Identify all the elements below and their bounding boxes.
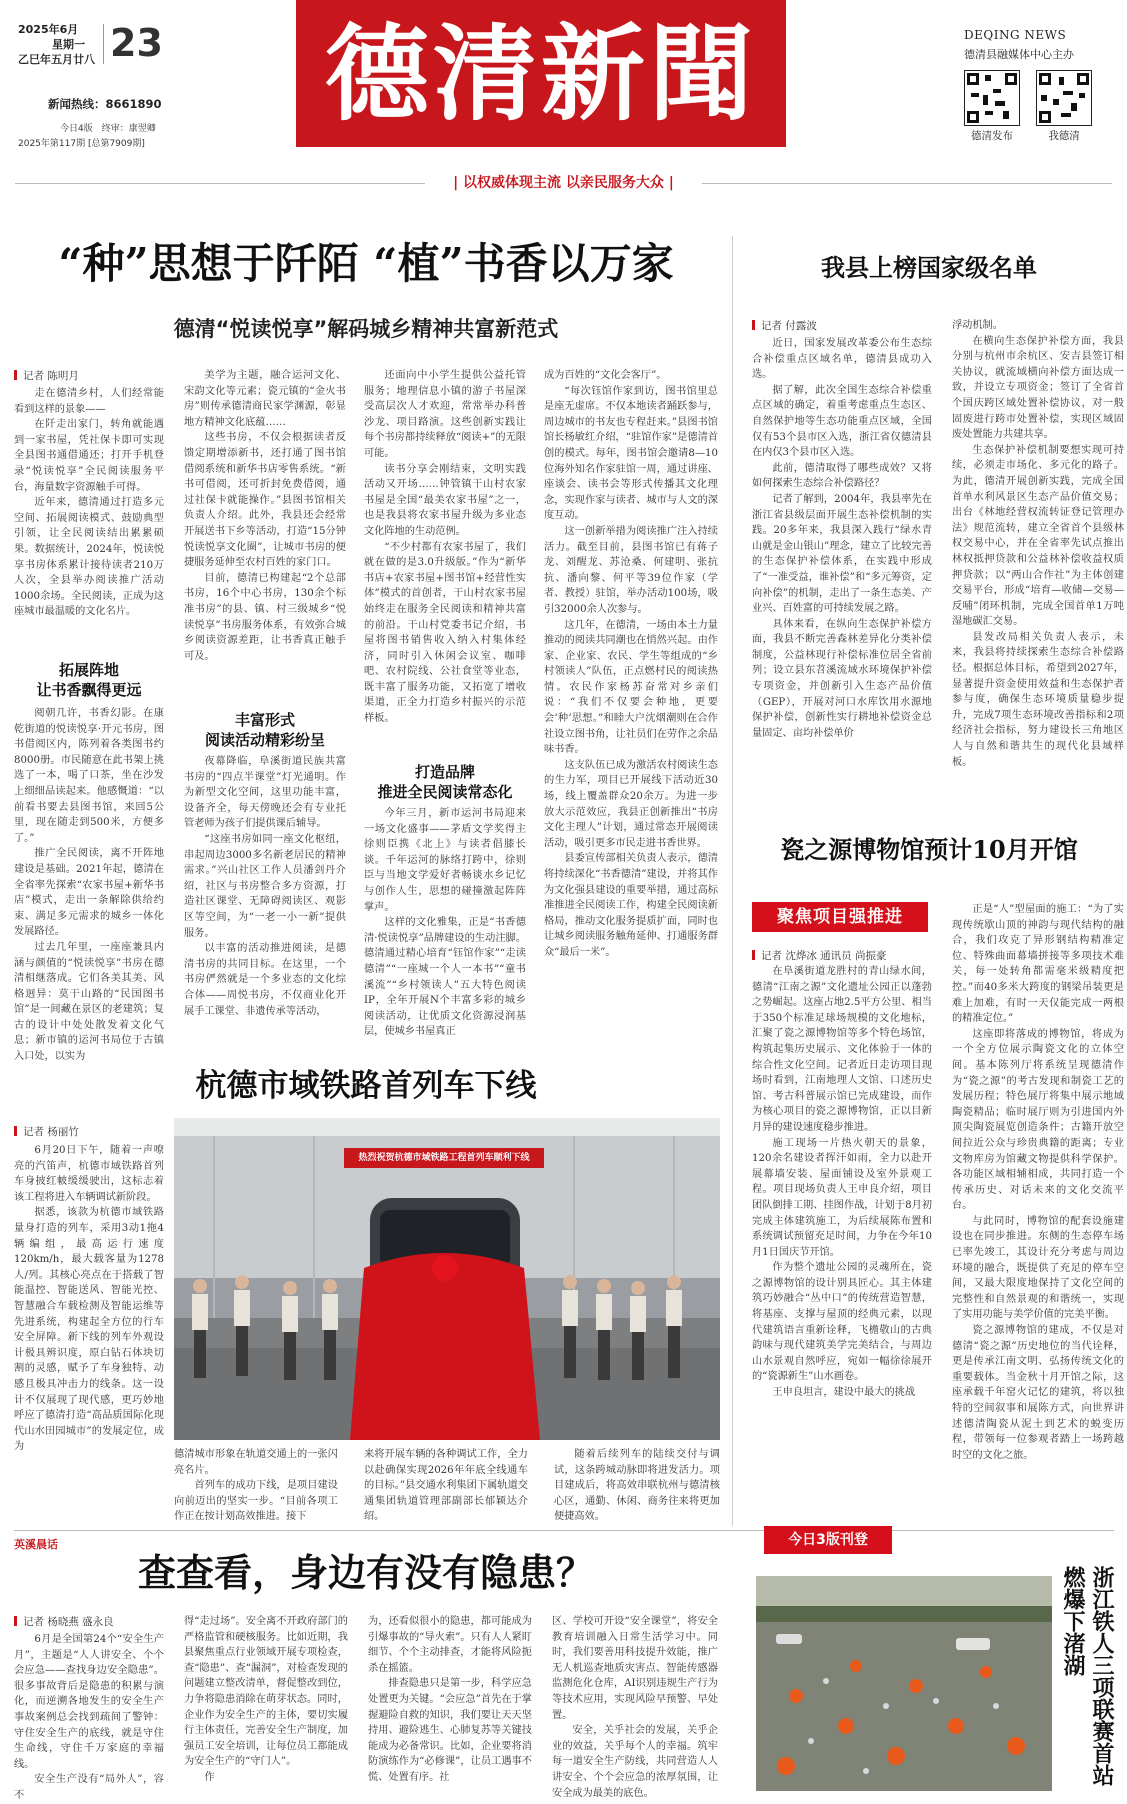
article1-subhead-3: [364, 762, 526, 802]
article4-headline: 瓷之源博物馆预计10月开馆: [780, 835, 1078, 864]
masthead-host: 德清县融媒体中心主办: [964, 48, 1074, 61]
paragraph: 走在德清乡村，人们经常能看到这样的景象——: [14, 388, 164, 415]
paragraph: “不少村都有农家书屋了，我们就在做的是3.0升级版。”作为“新华书店+农家书屋+图书馆+经营性实体”模式的首创者，干山村农家书屋始终走在服务全民阅读和精神共富的前沿。干山村党委书记介绍，书屋将图书销售收入纳入村集体经济，同时引入休闲会议室、咖啡吧、农村院线、公社食堂等业态，既丰富了服务功能，又拓宽了增收渠道，正全力打造乡村振兴的示范样板。: [364, 541, 526, 725]
paragraph: 得“走过场”。安全离不开政府部门的严格监管和硬核服务。比如近期，我县聚焦重点行业领域开展专项检查，查“隐患”、查“漏洞”，对检查发现的问题建立整改清单，督促整改到位，力争将隐患消除在萌芽状态。同时，企业作为安全生产的主体，要切实履行主体责任，完善安全生产制度，加强员工安全培训，让每位员工都能成为安全生产的“守门人”。: [184, 1616, 348, 1768]
article1-col4: [544, 368, 718, 1046]
paragraph: 区、学校可开设“安全课堂”，将安全教育培训融入日常生活学习中。同时，我们要善用科技提升效能，推广无人机巡查地质灾害点、智能传感器监测危化仓库，AI识别违规生产行为等技术应用，实现风险早预警、早处置。: [552, 1616, 718, 1721]
article1-col1-top: [14, 386, 164, 648]
article1-col1-bottom: [14, 706, 164, 1063]
article4-kicker: 聚焦项目强推进: [752, 902, 928, 932]
paragraph: 以丰富的活动推进阅读，是德清书房的共同目标。在这里，一个书房俨然就是一个多业态的文化综合体——周悦书房，不仅商业化开展手工课堂、非遗传承等活动，: [184, 943, 346, 1017]
paragraph: 在阜溪街道龙胜村的青山绿水间，德清“江南之源”文化遗址公园正以蓬勃之势崛起。这座占地2.5平方公里、相当于350个标准足球场规模的文化地标，汇聚了瓷之源博物馆等多个特色场馆，构筑起集历史展示、文化体验于一体的综合性文化空间。记者近日走访项目现场时看到，江南地理人文馆、口述历史馆、考古科普展示馆已完成建设，而作为核心项目的瓷之源博物馆，正以目新月异的建设速度稳步推进。: [752, 966, 932, 1133]
paragraph: 6月是全国第24个“安全生产月”，主题是“人人讲安全、个个会应急——查找身边安全隐患”。很多事故背后是隐患的积累与演化，而逆溯各地发生的安全生产事故案例总会找到疏间了警钟：守住安全生产的底线，就是守住生命线，守住千万家庭的幸福线。: [14, 1634, 164, 1770]
article1-subheadline: 德清“悦读悦享”解码城乡精神共富新范式: [173, 317, 559, 341]
paragraph: 德清城市形象在轨道交通上的一张闪亮名片。: [174, 1449, 338, 1476]
article3-col1: [14, 1143, 164, 1523]
article1-subhead-1: [14, 660, 164, 700]
article3-col3: [364, 1447, 528, 1527]
article5-col1: [14, 1632, 164, 1801]
qr2-label: 我德清: [1048, 130, 1080, 142]
paragraph: 这支队伍已成为激活农村阅读生态的生力军，项目已开展线下活动近30场，线上覆盖群众20余万。为进一步放大示范效应，我县正创新推出“书房文化主理人”计划，通过常态开展阅读活动，吸引更多市民走进书香世界。: [544, 759, 718, 849]
article5-kicker: 英溪晨话: [14, 1538, 58, 1551]
masthead-en-name: DEQING NEWS: [964, 28, 1067, 42]
paragraph: 美学为主题，融合运河文化、宋韵文化等元素；瓷元镇的“金火书房”则传承德清商民家学渊源，彰显地方精神文化底蕴……: [184, 370, 346, 428]
article3-headline: 杭德市域铁路首列车下线: [195, 1068, 537, 1104]
article1-headline: “种”思想于阡陌 “植”书香以万家: [58, 239, 674, 288]
paragraph: 据悉，该款为杭德市域铁路量身打造的列车，采用3动1拖4辆编组，最高运行速度120km/h，最大载客量为1278人/列。其核心亮点在于搭载了智能温控、智能送风、智能光控、智慧融合车载检测及智能运维等先进系统，构建起全方位的行车安全屏障。新下线的列车外观设计极具辨识度，原白钻石体块切割的灵感，赋予了车身独特、动感且极具冲击力的线条。这一设计不仅展现了现代感，更巧妙地呼应了德清打造“高品质国际化现代山水田园城市”的发展定位，成为: [14, 1207, 164, 1453]
paragraph: 还面向中小学生提供公益托管服务；地理信息小镇的游子书屋深受高层次人才欢迎，常常举办科普沙龙、项目路演。这些创新实践让每个书房都持续释放“阅读+”的无限可能。: [364, 370, 526, 459]
paragraph: 随着后续列车的陆续交付与调试，这条跨城动脉即将进发活力。项目建成后，将高效串联杭州与德清核心区，通勤、休闲、商务往来将更加便捷高效。: [554, 1449, 720, 1523]
article2-col1: [752, 336, 932, 790]
vertical-divider: [732, 236, 733, 1526]
paragraph: 首列车的成功下线，是项目建设向前迈出的坚实一步。“目前各项工作正在按计划高效推进。接下: [174, 1480, 338, 1523]
paragraph: 这几年，在德清，一场由本土力量推动的阅读共同潮也在悄然兴起。由作家、企业家、农民、学生等组成的“乡村领读人”队伍，正点燃村民的阅读热情。农民作家杨苏奋常对乡亲们说：“我们不仅要会种地，更要会‘种’思想。”和睦大户沈烟潮则在合作社设立图书角，让社员们在劳作之余品味书香。: [544, 619, 718, 756]
paragraph: 王申良坦言，建设中最大的挑战: [772, 1387, 916, 1399]
article4-col1: [752, 964, 932, 1526]
article1-col2-top: [184, 368, 346, 696]
paragraph: 县委宣传部相关负责人表示，德清将持续深化“书香德清”建设，并将其作为文化强县建设的重要举措，通过高标准推进全民阅读工作，构建全民阅读新格局，推动文化服务提质扩面，同时也让城乡阅读服务触角延伸、打通服务群众“最后一米”。: [544, 853, 718, 958]
paragraph: 在阡走出家门，转角就能遇到一家书屋，凭社保卡即可实现全县图书通借通还；打开手机登录“悦读悦享”全民阅读服务平台，海量数字资源触手可得。: [14, 419, 164, 493]
paragraph: 今年三月，新市运河书局迎来一场文化盛事——茅盾文学奖得主徐则臣携《北上》与读者倡膝长谈。千年运河的脉络打跨中，徐则臣与当地文学爱好者畅谈水乡记忆与创作人生，思想的碰撞激起阵阵掌声。: [364, 808, 526, 913]
paragraph: 安全生产没有“局外人”，容不: [14, 1774, 164, 1801]
paragraph: 夜幕降临，阜溪街道民族共富书房的“四点半课堂”灯光通明。作为新型文化空间，这里功能丰富，设备齐全，每天傍晚还会有专业托管老师为孩子们提供课后辅导。: [184, 756, 346, 830]
paragraph: 生态保护补偿机制要想实现可持续，必须走市场化、多元化的路子。为此，德清开展创新实践，完成全国首单水利风景区生态产品价值交易；出台《林地经营权流转证登记管理办法》规范流转，建立全省首个县级林权交易中心，并在全省率先试点推出林权抵押贷款和公益林补偿收益权质押贷款；以“两山合作社”为主体创建交易平台，形成“培育—收储—交易—反哺”闭环机制，完成全国首单1万吨湿地碳汇交易。: [952, 444, 1124, 628]
paragraph: 排查隐患只是第一步，科学应急处置更为关键。“会应急”首先在于掌握避险自救的知识，我们要让天天坚持用、避险逃生、心肺复苏等关键技能成为必备常识。比如，企业要将消防演练作为“必修课”，让员工遇事不慌、处置有序。社: [368, 1678, 532, 1783]
paragraph: 成为百姓的“文化会客厅”。: [544, 370, 667, 381]
masthead-title: 德清新聞: [324, 11, 757, 135]
preview-photo: [756, 1576, 1052, 1791]
article1-col2-bottom: [184, 754, 346, 1046]
masthead-issue: 2025年第117期 [总第7909期]: [18, 139, 145, 149]
masthead-date-block: [18, 22, 104, 67]
paragraph: 正是“人”型屋面的施工：“为了实现传统歇山顶的神韵与现代结构的融合，我们攻克了异形钢结构精准定位、特殊曲面幕墙拼接等多项技术难关，每一处转角都需毫米级精度把控。”而40多米大跨度的钢梁吊装更是难上加难，有时一天仅能完成一两根的精准定位。”: [952, 904, 1124, 1025]
subhead-line: 让书香飘得更远: [36, 681, 142, 699]
article5-col2: [184, 1614, 348, 1788]
subhead-line: 丰富形式: [234, 711, 295, 729]
article1-col3-bottom: [364, 806, 526, 1046]
article3-col4: [554, 1447, 720, 1527]
paragraph: 近日，国家发展改革委公布生态综合补偿重点区域名单，德清县成功入选。: [752, 338, 932, 381]
paragraph: 施工现场一片热火朝天的景象，120余名建设者挥汗如雨，全力以赴开展幕墙安装、屋面铺设及室外景观工程。项目现场负责人王申良介绍，项目团队倒排工期、挂图作战，计划于8月初完成主体建筑施工，为后续展陈布置和系统调试预留充足时间，力争在今年10月1日国庆节开馆。: [752, 1137, 932, 1258]
paragraph: 瓷之源博物馆的建成，不仅是对德清“瓷之源”历史地位的当代诠释，更是传承江南文明、弘扬传统文化的重要载体。当金秋十月开馆之际，这座承载千年窑火记忆的建筑，将以独特的空间叙事和展陈方式，向世界讲述德清陶瓷从泥土到艺术的蜕变历程，带领每一位参观者踏上一场跨越时空的文化之旅。: [952, 1325, 1124, 1461]
paragraph: 近年来，德清通过打造多元空间、拓展阅读模式、鼓励典型引领，让全民阅读结出累累硕果。数据统计，2024年，悦读悦享书房体系累计接待读者210万人次，全县举办阅读推广活动1000余场。全民阅读，正成为这座城市最温暖的文化名片。: [14, 497, 164, 618]
subhead-line: 拓展阵地: [58, 661, 119, 679]
subhead-line: 阅读活动精彩纷呈: [204, 731, 325, 749]
article3-col2: [174, 1447, 338, 1527]
train-rolloff-photo: [174, 1118, 720, 1440]
photo-banner-text: 热烈祝贺杭德市域铁路工程首列车顺利下线: [358, 1153, 530, 1163]
article2-headline: 我县上榜国家级名单: [821, 253, 1037, 282]
paragraph: “每次钰馆作家到访，图书馆里总是座无虚席。不仅本地读者踊跃参与，周边城市的书友也专程赶来。”县图书馆馆长杨敏红介绍，“驻馆作家”是德清首创的模式。每年，图书馆会邀请8—10位海外知名作家驻馆一周，通过讲座、座谈会、读书会等形式传播其文化理念，实现作家与读者、城市与人文的深度互动。: [544, 385, 718, 522]
article5-col4: [552, 1614, 718, 1799]
paragraph: 推广全民阅读，离不开阵地建设是基础。2021年起，德清在全省率先探索“农家书屋+新华书店”模式，走出一条解除供给约束、满足多元需求的城乡一体化发展路径。: [14, 848, 164, 938]
paragraph: 此前，德清取得了哪些成效？又将如何探索生态综合补偿路径？: [752, 462, 932, 490]
paragraph: 据了解，此次全国生态综合补偿重点区域的确定，着重考虑重点生态区、自然保护地等生态功能重点区域，全国仅有53个县市区入选，浙江省仅德清县在内仅3个县市区入选。: [752, 384, 932, 459]
masthead-slogan: | 以权威体现主流 以亲民服务大众 |: [453, 175, 674, 191]
paragraph: “这座书房如同一座文化枢纽，串起周边3000多名新老居民的精神需求。”兴山社区工作人员潘剑丹介绍，社区与书房整合多方资源，打造社区课堂、无障碍阅读区、观影区等空间，为“一老一小一新”提供服务。: [184, 833, 346, 939]
article5-headline: 查查看，身边有没有隐患？: [137, 1550, 594, 1595]
article5-byline: 记者 杨晓燕 盛永良: [14, 1614, 114, 1629]
article1-subhead-2: [184, 710, 346, 750]
slogan-rule-left: [15, 183, 425, 184]
triathlon-photo-illustration: [756, 1576, 1052, 1791]
article3-byline: 记者 杨丽竹: [14, 1124, 79, 1139]
article2-col2: [952, 318, 1124, 790]
paragraph: 这些书房，不仅会根据读者反馈定期增添新书，还打通了图书馆借阅系统和新华书店零售系统。“新书可借阅，还可折封免费借阅，通过社保卡就能操作。”县图书馆相关负责人介绍。此外，我县还会经常开展送书下乡等活动，打造“15分钟悦读悦享文化圈”，让城市书房的便捷服务延伸至农村百姓的家门口。: [184, 432, 346, 569]
masthead-title-box: [296, 0, 786, 147]
paragraph: 在横向生态保护补偿方面，我县分别与杭州市余杭区、安吉县签订相关协议，就流域横向补偿方面达成一致，并设立专项资金；签订了全省首个国庆跨区域处置补偿协议，对一般固废进行跨市处置补偿，实现区域固废处置能力共建共享。: [952, 335, 1124, 441]
article5-col3: [368, 1614, 532, 1788]
paragraph: 读书分享会刚结束，文明实践活动又开场……钟管镇干山村农家书屋是全国“最美农家书屋”之一，也是我县将农家书屋升级为多业态文化阵地的生动范例。: [364, 463, 526, 537]
paragraph: 浮动机制。: [952, 320, 1003, 331]
paragraph: 县发改局相关负责人表示，未来，我县将持续探索生态综合补偿路径。根据总体目标，希望到2027年，显著提升资金使用效益和生态保护者参与度，确保生态环境质量稳步提升，完成7项生态环境改善指标和2项经济社会指标，努力建设长三角地区人与自然和谐共生的现代化县域样板。: [952, 631, 1124, 768]
qr1-label: 德清发布: [971, 130, 1013, 142]
article2-byline: 记者 付露波: [752, 318, 817, 333]
masthead-hotline: 新闻热线：8661890: [48, 97, 162, 111]
paragraph: 这样的文化雅集，正是“书香德清·悦读悦享”品牌建设的生动注脚。德清通过精心培育“钰馆作家”“走读德清”“一座城一个人一本书”“童书溪流”“乡村领读人”五大特色阅读IP，全年开展N个丰富多彩的城乡阅读活动，让优质文化资源浸润基层，使城乡书屋真正: [364, 917, 526, 1038]
paragraph: 为，还看似很小的隐患，都可能成为引爆事故的“导火索”。只有人人紧盯细节、个个主动排查，才能将风险扼杀在摇篮。: [368, 1616, 532, 1674]
date-divider: [103, 24, 104, 64]
preview-teaser[interactable]: [752, 1526, 1126, 1791]
preview-headline: 浙江铁人三项联赛首站燃爆下渚湖: [1060, 1566, 1115, 1786]
qr-code-wo-deqing: [1036, 70, 1092, 126]
masthead-lunar: 乙巳年五月廿八: [18, 53, 95, 66]
paragraph: 这座即将落成的博物馆，将成为一个全方位展示陶瓷文化的立体空间。基本陈列厅将系统呈现德清作为“瓷之源”的考古发现和制瓷工艺的发展历程；特色展厅将集中展示地域陶瓷精品；临时展厅则为引进国内外顶尖陶瓷展览创造条件；古籍开放空间拉近公众与珍贵典籍的距离；专业文物库房为馆藏文物提供科学保护。各功能区域相辅相成，共同打造一个传承历史、对话未来的文化交流平台。: [952, 1028, 1124, 1212]
paragraph: 目前，德清已构建起“2个总部书房，16个中心书房，130余个标准书房”的县、镇、村三级城乡“悦读悦享”书房服务体系，有效弥合城乡阅读资源差距，让书香真正触手可及。: [184, 572, 346, 662]
preview-kicker: 今日3版刊登: [764, 1526, 892, 1554]
paragraph: 这一创新举措为阅读推广注入持续活力。截至目前，县图书馆已有蒋子龙、刘醒龙、苏沧桑、何建明、张抗抗、潘向黎、何平等39位作家（学者、教授）驻馆，举办活动100场，吸引32000余人次参与。: [544, 525, 718, 615]
paragraph: 过去几年里，一座座兼具内涵与颜值的“悦读悦享”书房在德清相继落成。它们各美其美、风格迥异：莫干山路的“民国图书馆”是一间藏在景区的老建筑；复古的设计中处处散发着文化气息；新市镇的运河书局位于古镇入口处，以实为: [14, 941, 164, 1063]
paragraph: 阅朝几许，书香幻影。在康乾街道的悦读悦享·开元书房，图书借阅区内，陈列着各类图书约8000册。市民随意在此书架上挑选了一本，喝了口茶，坐在沙发上细细品读起来。他感慨道：“以前看书要去县图书馆，来回5公里，现在随走到500米，方便多了。”: [14, 708, 164, 844]
subhead-line: 打造品牌: [414, 763, 475, 781]
masthead-weekday: 星期一: [52, 38, 85, 51]
article1-byline: 记者 陈明月: [14, 368, 79, 383]
masthead-edition: 今日4版 终审：康翌卿: [60, 124, 156, 134]
qr-code-deqing-release: [964, 70, 1020, 126]
article4-col2: [952, 902, 1124, 1526]
masthead-day: 23: [110, 21, 163, 65]
subhead-line: 推进全民阅读常态化: [377, 783, 513, 801]
paragraph: 6月20日下午，随着一声嘹亮的汽笛声，杭德市域铁路首列车身披红帔缓缓驶出，这标志着该工程将进入车辆调试新阶段。: [14, 1145, 164, 1203]
masthead-date: 2025年6月: [18, 23, 79, 36]
paragraph: 具体来看，在纵向生态保护补偿方面，我县不断完善森林差异化分类补偿制度，公益林现行补偿标准位居全省前列；设立县东苕溪流域水环境保护补偿专项资金，并创新引入生态产品价值（GEP），开展对河口水库饮用水源地保护补偿，创新性实行耕地补偿资金总量固定、亩均补偿单价: [752, 618, 932, 739]
paragraph: 作: [204, 1771, 215, 1783]
article4-byline: 记者 沈烨冰 通讯员 尚振豪: [752, 948, 887, 963]
paragraph: 作为整个遗址公园的灵魂所在，瓷之源博物馆的设计别具匠心。其主体建筑巧妙融合“丛中口”的传统营造智慧，将基座、支撑与屋顶的经典元素，以现代建筑语言重新诠释，飞檐敬山的古典韵味与现代建筑美学完美结合，与周边山水景观自然呼应，宛如一幅徐徐展开的“瓷源新生”山水画卷。: [752, 1262, 932, 1383]
paragraph: 记者了解到，2004年，我县率先在浙江省县级层面开展生态补偿机制的实践。20多年来，我县深入践行“绿水青山就是金山银山”理念，建立了比较完善的生态保护补偿体系，在实践中形成了“一准受益，谁补偿”和“多元筹资，定向补偿”的机制，走出了一条生态美、产业兴、百姓富的可持续发展之路。: [752, 493, 932, 615]
article1-col3-top: [364, 368, 526, 746]
slogan-rule-right: [702, 183, 1112, 184]
paragraph: 来将开展车辆的各种调试工作，全力以赴确保实现2026年年底全线通车的目标。”县交通水利集团下属轨道交通集团轨道管理部副部长郁颖达介绍。: [364, 1449, 528, 1523]
paragraph: 与此同时，博物馆的配套设施建设也在同步推进。东侧的生态停车场已率先竣工，其设计充分考虑与周边环境的融合，既提供了充足的停车空间，又最大限度地保持了文化空间的完整性和自然景观的和谐统一，实现了实用功能与美学价值的完美平衡。: [952, 1215, 1124, 1321]
paragraph: 安全，关乎社会的发展，关乎企业的效益，关乎每个人的幸福。筑牢每一道安全生产防线，共同营造人人讲安全、个个会应急的浓厚氛围，让安全成为最美的底色。: [552, 1725, 718, 1799]
